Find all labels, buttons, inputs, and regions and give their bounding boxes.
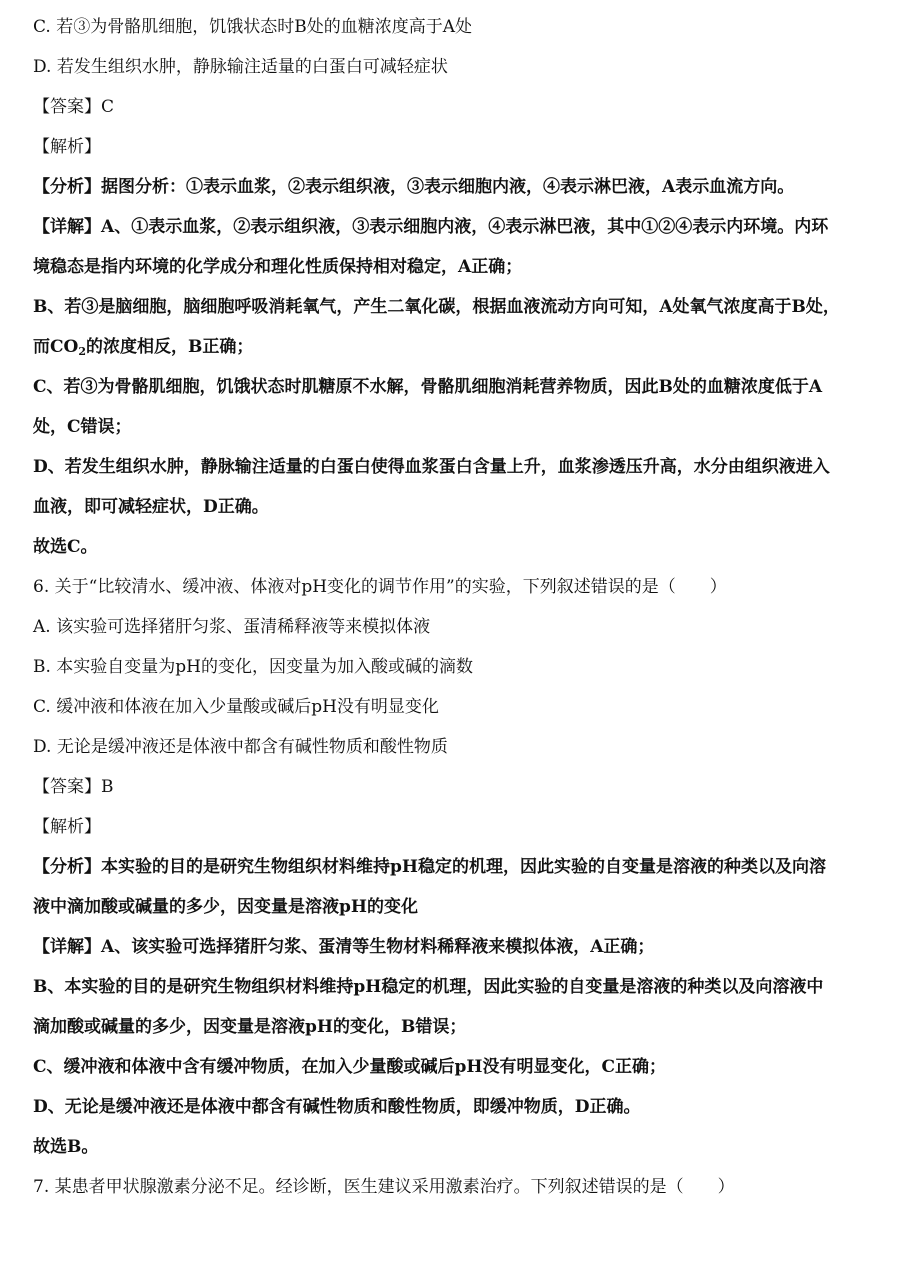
q6-b-line-2: 滴加酸或碱量的多少，因变量是溶液pH的变化，B错误； [33, 1017, 467, 1037]
q5-b-line-2 [33, 336, 873, 358]
q5-analysis-label: 【解析】 [33, 137, 101, 157]
q5-xiangjie-line-1: 【详解】A、①表示血浆，②表示组织液，③表示细胞内液，④表示淋巴液，其中①②④表示内环境。内环 [33, 217, 829, 237]
q7-stem: 7. 某患者甲状腺激素分泌不足。经诊断，医生建议采用激素治疗。下列叙述错误的是（ ） [33, 1177, 735, 1197]
co2-subscript: 2 [78, 345, 86, 358]
q6-option-c: C. 缓冲液和体液在加入少量酸或碱后pH没有明显变化 [33, 697, 439, 717]
q5-c-line-1: C、若③为骨骼肌细胞，饥饿状态时肌糖原不水解，骨骼肌细胞消耗营养物质，因此B处的血糖浓度低于A [33, 377, 823, 397]
q6-fenxi-line-2: 液中滴加酸或碱量的多少，因变量是溶液pH的变化 [33, 897, 418, 917]
q6-d: D、无论是缓冲液还是体液中都含有碱性物质和酸性物质，即缓冲物质，D正确。 [33, 1097, 641, 1117]
q6-option-d: D. 无论是缓冲液还是体液中都含有碱性物质和酸性物质 [33, 737, 448, 757]
q6-c: C、缓冲液和体液中含有缓冲物质，在加入少量酸或碱后pH没有明显变化，C正确； [33, 1057, 667, 1077]
q5-answer: 【答案】C [33, 97, 115, 117]
q5-conclusion: 故选C。 [33, 537, 98, 557]
q6-conclusion: 故选B。 [33, 1137, 99, 1157]
q5-b-line-2-pre: 而CO [33, 337, 79, 357]
q5-c-line-2: 处，C错误； [33, 417, 132, 437]
q5-option-c: C. 若③为骨骼肌细胞，饥饿状态时B处的血糖浓度高于A处 [33, 17, 472, 37]
q6-xiangjie-a: 【详解】A、该实验可选择猪肝匀浆、蛋清等生物材料稀释液来模拟体液，A正确； [33, 937, 655, 957]
q5-xiangjie-line-2: 境稳态是指内环境的化学成分和理化性质保持相对稳定，A正确； [33, 257, 523, 277]
q6-b-line-1: B、本实验的目的是研究生物组织材料维持pH稳定的机理，因此实验的自变量是溶液的种类以及向溶液中 [33, 977, 824, 997]
q6-fenxi-line-1: 【分析】本实验的目的是研究生物组织材料维持pH稳定的机理，因此实验的自变量是溶液的种类以及向溶 [33, 857, 826, 877]
q6-option-a: A. 该实验可选择猪肝匀浆、蛋清稀释液等来模拟体液 [33, 617, 431, 637]
q5-fenxi: 【分析】据图分析：①表示血浆，②表示组织液，③表示细胞内液，④表示淋巴液，A表示血流方向。 [33, 177, 795, 197]
q5-option-d: D. 若发生组织水肿，静脉输注适量的白蛋白可减轻症状 [33, 57, 448, 77]
q5-d-line-2: 血液，即可减轻症状，D正确。 [33, 497, 269, 517]
q6-answer: 【答案】B [33, 777, 114, 797]
q6-option-b: B. 本实验自变量为pH的变化，因变量为加入酸或碱的滴数 [33, 657, 474, 677]
q5-b-line-1: B、若③是脑细胞，脑细胞呼吸消耗氧气，产生二氧化碳，根据血液流动方向可知，A处氧气浓度高于B处， [33, 297, 840, 317]
q6-stem: 6. 关于“比较清水、缓冲液、体液对pH变化的调节作用”的实验，下列叙述错误的是（ ） [33, 577, 727, 597]
q5-d-line-1: D、若发生组织水肿，静脉输注适量的白蛋白使得血浆蛋白含量上升，血浆渗透压升高，水分由组织液进入 [33, 457, 830, 477]
q6-analysis-label: 【解析】 [33, 817, 101, 837]
q5-b-line-2-post: 的浓度相反，B正确； [86, 337, 254, 357]
